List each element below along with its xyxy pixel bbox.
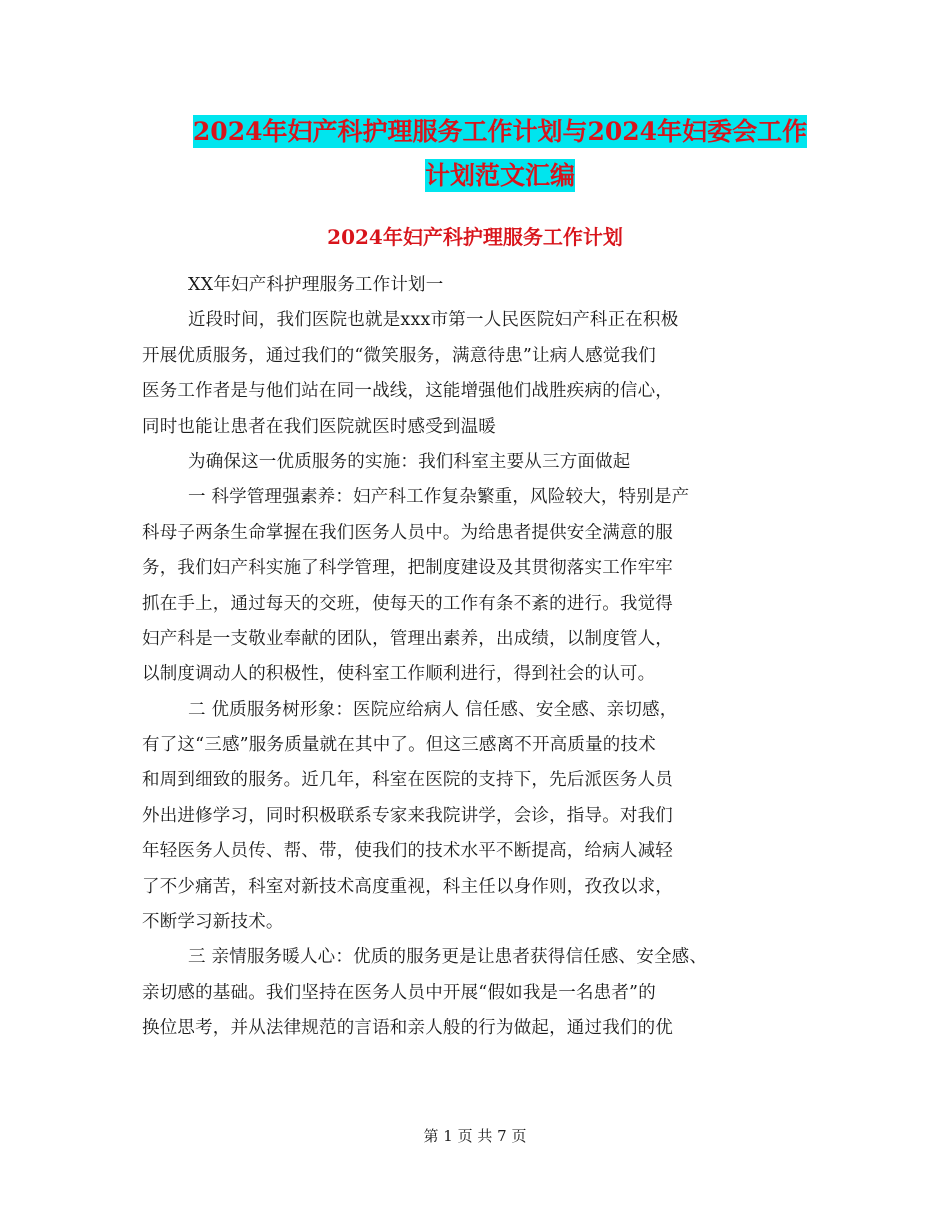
text-line: 不断学习新技术。 bbox=[142, 912, 284, 933]
text-line: 一 科学管理强素养：妇产科工作复杂繁重，风险较大，特别是产 bbox=[188, 487, 690, 508]
text-line: 抓在手上，通过每天的交班，使每天的工作有条不紊的进行。我觉得 bbox=[142, 593, 673, 614]
text-line: 开展优质服务，通过我们的“微笑服务，满意待患”让病人感觉我们 bbox=[142, 345, 656, 366]
text-line: 务，我们妇产科实施了科学管理，把制度建设及其贯彻落实工作牢牢 bbox=[142, 558, 673, 579]
document-title-line-1: 2024年妇产科护理服务工作计划与2024年妇委会工作 bbox=[192, 117, 808, 146]
text-line: 有了这“三感”服务质量就在其中了。但这三感离不开高质量的技术 bbox=[142, 735, 656, 756]
text-line: 科母子两条生命掌握在我们医务人员中。为给患者提供安全满意的服 bbox=[142, 522, 673, 543]
text-line: 为确保这一优质服务的实施：我们科室主要从三方面做起 bbox=[188, 451, 631, 472]
text-line: 以制度调动人的积极性，使科室工作顺利进行，得到社会的认可。 bbox=[142, 664, 656, 685]
text-line: 同时也能让患者在我们医院就医时感受到温暖 bbox=[142, 416, 496, 437]
document-title bbox=[120, 110, 880, 198]
text-line: 三 亲情服务暖人心：优质的服务更是让患者获得信任感、安全感、 bbox=[188, 947, 708, 968]
text-line: XX年妇产科护理服务工作计划一 bbox=[188, 275, 444, 295]
page-footer: 第 1 页 共 7 页 bbox=[423, 1127, 527, 1145]
document-title-line-2: 计划范文汇编 bbox=[424, 161, 575, 190]
text-line: 亲切感的基础。我们坚持在医务人员中开展“假如我是一名患者”的 bbox=[142, 982, 656, 1003]
text-line: 外出进修学习，同时积极联系专家来我院讲学，会诊，指导。对我们 bbox=[142, 805, 673, 826]
text-line: 近段时间，我们医院也就是xxx市第一人民医院妇产科正在积极 bbox=[188, 310, 679, 331]
text-line: 二 优质服务树形象：医院应给病人 信任感、安全感、亲切感， bbox=[188, 699, 678, 720]
text-line: 和周到细致的服务。近几年，科室在医院的支持下，先后派医务人员 bbox=[142, 770, 673, 791]
text-line: 医务工作者是与他们站在同一战线，这能增强他们战胜疾病的信心， bbox=[142, 381, 673, 402]
text-line: 了不少痛苦，科室对新技术高度重视，科主任以身作则，孜孜以求， bbox=[142, 876, 673, 897]
section-title: 2024年妇产科护理服务工作计划 bbox=[327, 225, 623, 249]
text-line: 年轻医务人员传、帮、带，使我们的技术水平不断提高，给病人减轻 bbox=[142, 841, 673, 862]
body-text bbox=[142, 268, 822, 1047]
text-line: 妇产科是一支敬业奉献的团队，管理出素养，出成绩，以制度管人， bbox=[142, 628, 673, 649]
text-line: 换位思考，并从法律规范的言语和亲人般的行为做起，通过我们的优 bbox=[142, 1018, 673, 1039]
